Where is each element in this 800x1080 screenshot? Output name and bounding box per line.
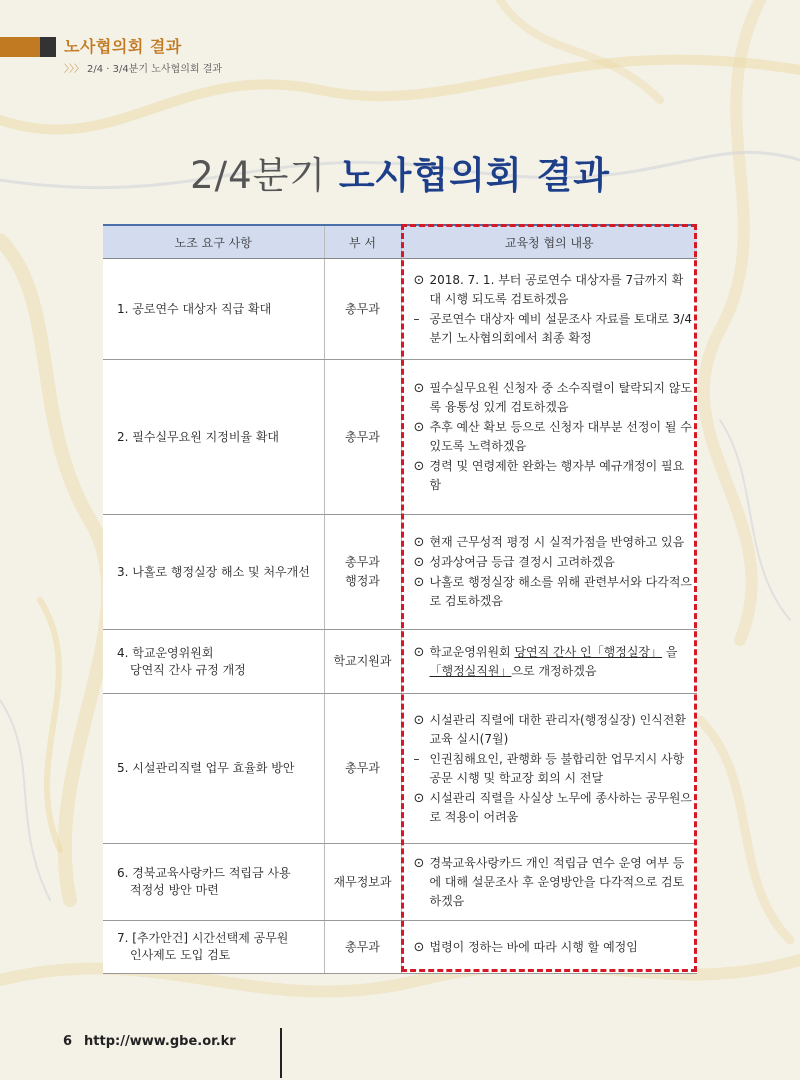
- bullet-icon: ⊙: [413, 790, 425, 806]
- request-cell: 2. 필수실무요원 지정비율 확대: [103, 360, 324, 515]
- bullet-icon: ⊙: [413, 555, 425, 570]
- dash-icon: –: [413, 751, 420, 766]
- section-title: 노사협의회 결과: [64, 37, 182, 56]
- request-cell: 4. 학교운영위원회 당연직 간사 규정 개정: [103, 630, 324, 694]
- footer-url-link[interactable]: http://www.gbe.or.kr: [84, 1034, 236, 1049]
- list-item: ⊙ 2018. 7. 1. 부터 공로연수 대상자를 7급까지 확대 시행 되도록 검토하겠음: [414, 271, 694, 309]
- dept-cell: 총무과: [324, 259, 401, 360]
- list-item: ⊙ 추후 예산 확보 등으로 신청자 대부분 선정이 될 수 있도록 노력하겠음: [414, 418, 694, 456]
- list-item: – 인권침해요인, 관행화 등 불합리한 업무지시 사항 공문 시행 및 학교장 회의 시 전달: [414, 750, 694, 788]
- dept-cell: 학교지원과: [324, 630, 401, 694]
- header-content: 교육청 협의 내용: [401, 225, 697, 259]
- dept-cell: 총무과 행정과: [324, 515, 401, 630]
- list-item: ⊙ 시설관리 직렬을 사실상 노무에 종사하는 공무원으로 적용이 어려움: [414, 789, 694, 827]
- header-accent-bar: [0, 37, 40, 57]
- page-number: 6: [63, 1034, 73, 1049]
- request-cell: 5. 시설관리직렬 업무 효율화 방안: [103, 694, 324, 844]
- request-cell: 1. 공로연수 대상자 직급 확대: [103, 259, 324, 360]
- breadcrumb-text: 2/4 · 3/4분기 노사협의회 결과: [87, 64, 223, 75]
- list-item: ⊙ 경력 및 연령제한 완화는 행자부 예규개정이 필요함: [414, 457, 694, 495]
- dash-icon: –: [413, 311, 420, 326]
- request-cell: 7. [추가안건] 시간선택제 공무원 인사제도 도입 검토: [103, 921, 324, 974]
- page-title: 2/4분기 노사협의회 결과: [190, 154, 610, 197]
- list-item: ⊙ 시설관리 직렬에 대한 관리자(행정실장) 인식전환 교육 실시(7월): [414, 711, 694, 749]
- list-item: – 공로연수 대상자 예비 설문조사 자료를 토대로 3/4분기 노사협의회에서 최종 확정: [414, 310, 694, 348]
- header-request: 노조 요구 사항: [103, 225, 324, 259]
- list-item: ⊙ 경북교육사랑카드 개인 적립금 연수 운영 여부 등에 대해 설문조사 후 운영방안을 다각적으로 검토하겠음: [414, 854, 694, 911]
- breadcrumb-arrows-icon: 〉〉〉: [64, 64, 84, 75]
- list-item: ⊙ 법령이 정하는 바에 따라 시행 할 예정임: [413, 939, 638, 955]
- dept-cell: 총무과: [324, 360, 401, 515]
- bullet-icon: ⊙: [413, 535, 425, 550]
- bullet-icon: ⊙: [413, 272, 425, 288]
- request-cell: 6. 경북교육사랑카드 적립금 사용 적정성 방안 마련: [103, 844, 324, 921]
- header-dark-square: [40, 37, 56, 57]
- list-item: ⊙ 필수실무요원 신청자 중 소수직렬이 탈락되지 않도록 융통성 있게 검토하겠음: [414, 379, 694, 417]
- list-item: ⊙ 현재 근무성적 평정 시 실적가점을 반영하고 있음: [413, 535, 685, 550]
- request-cell: 3. 나홀로 행정실장 해소 및 처우개선: [103, 515, 324, 630]
- bullet-icon: ⊙: [413, 644, 425, 660]
- bullet-icon: ⊙: [413, 459, 425, 474]
- bullet-icon: ⊙: [413, 712, 425, 728]
- bullet-icon: ⊙: [413, 381, 425, 396]
- dept-cell: 총무과: [324, 694, 401, 844]
- list-item: ⊙ 성과상여금 등급 결정시 고려하겠음: [413, 555, 615, 570]
- bullet-icon: ⊙: [413, 420, 425, 435]
- highlight-dashed-box: [401, 224, 697, 972]
- page-footer: [63, 1034, 236, 1049]
- breadcrumb: [64, 60, 222, 75]
- header-dept: 부 서: [324, 225, 401, 259]
- bullet-icon: ⊙: [413, 855, 425, 871]
- bullet-icon: ⊙: [413, 939, 425, 955]
- bullet-icon: ⊙: [413, 575, 425, 590]
- dept-cell: 총무과: [324, 921, 401, 974]
- dept-cell: 재무정보과: [324, 844, 401, 921]
- list-item: ⊙ 나홀로 행정실장 해소를 위해 관련부서와 다각적으로 검토하겠음: [414, 573, 694, 611]
- footer-divider: [280, 1028, 282, 1078]
- list-item: ⊙ 학교운영위원회 당연직 간사 인「행정실장」 을 「행정실직원」으로 개정하겠음: [414, 643, 694, 681]
